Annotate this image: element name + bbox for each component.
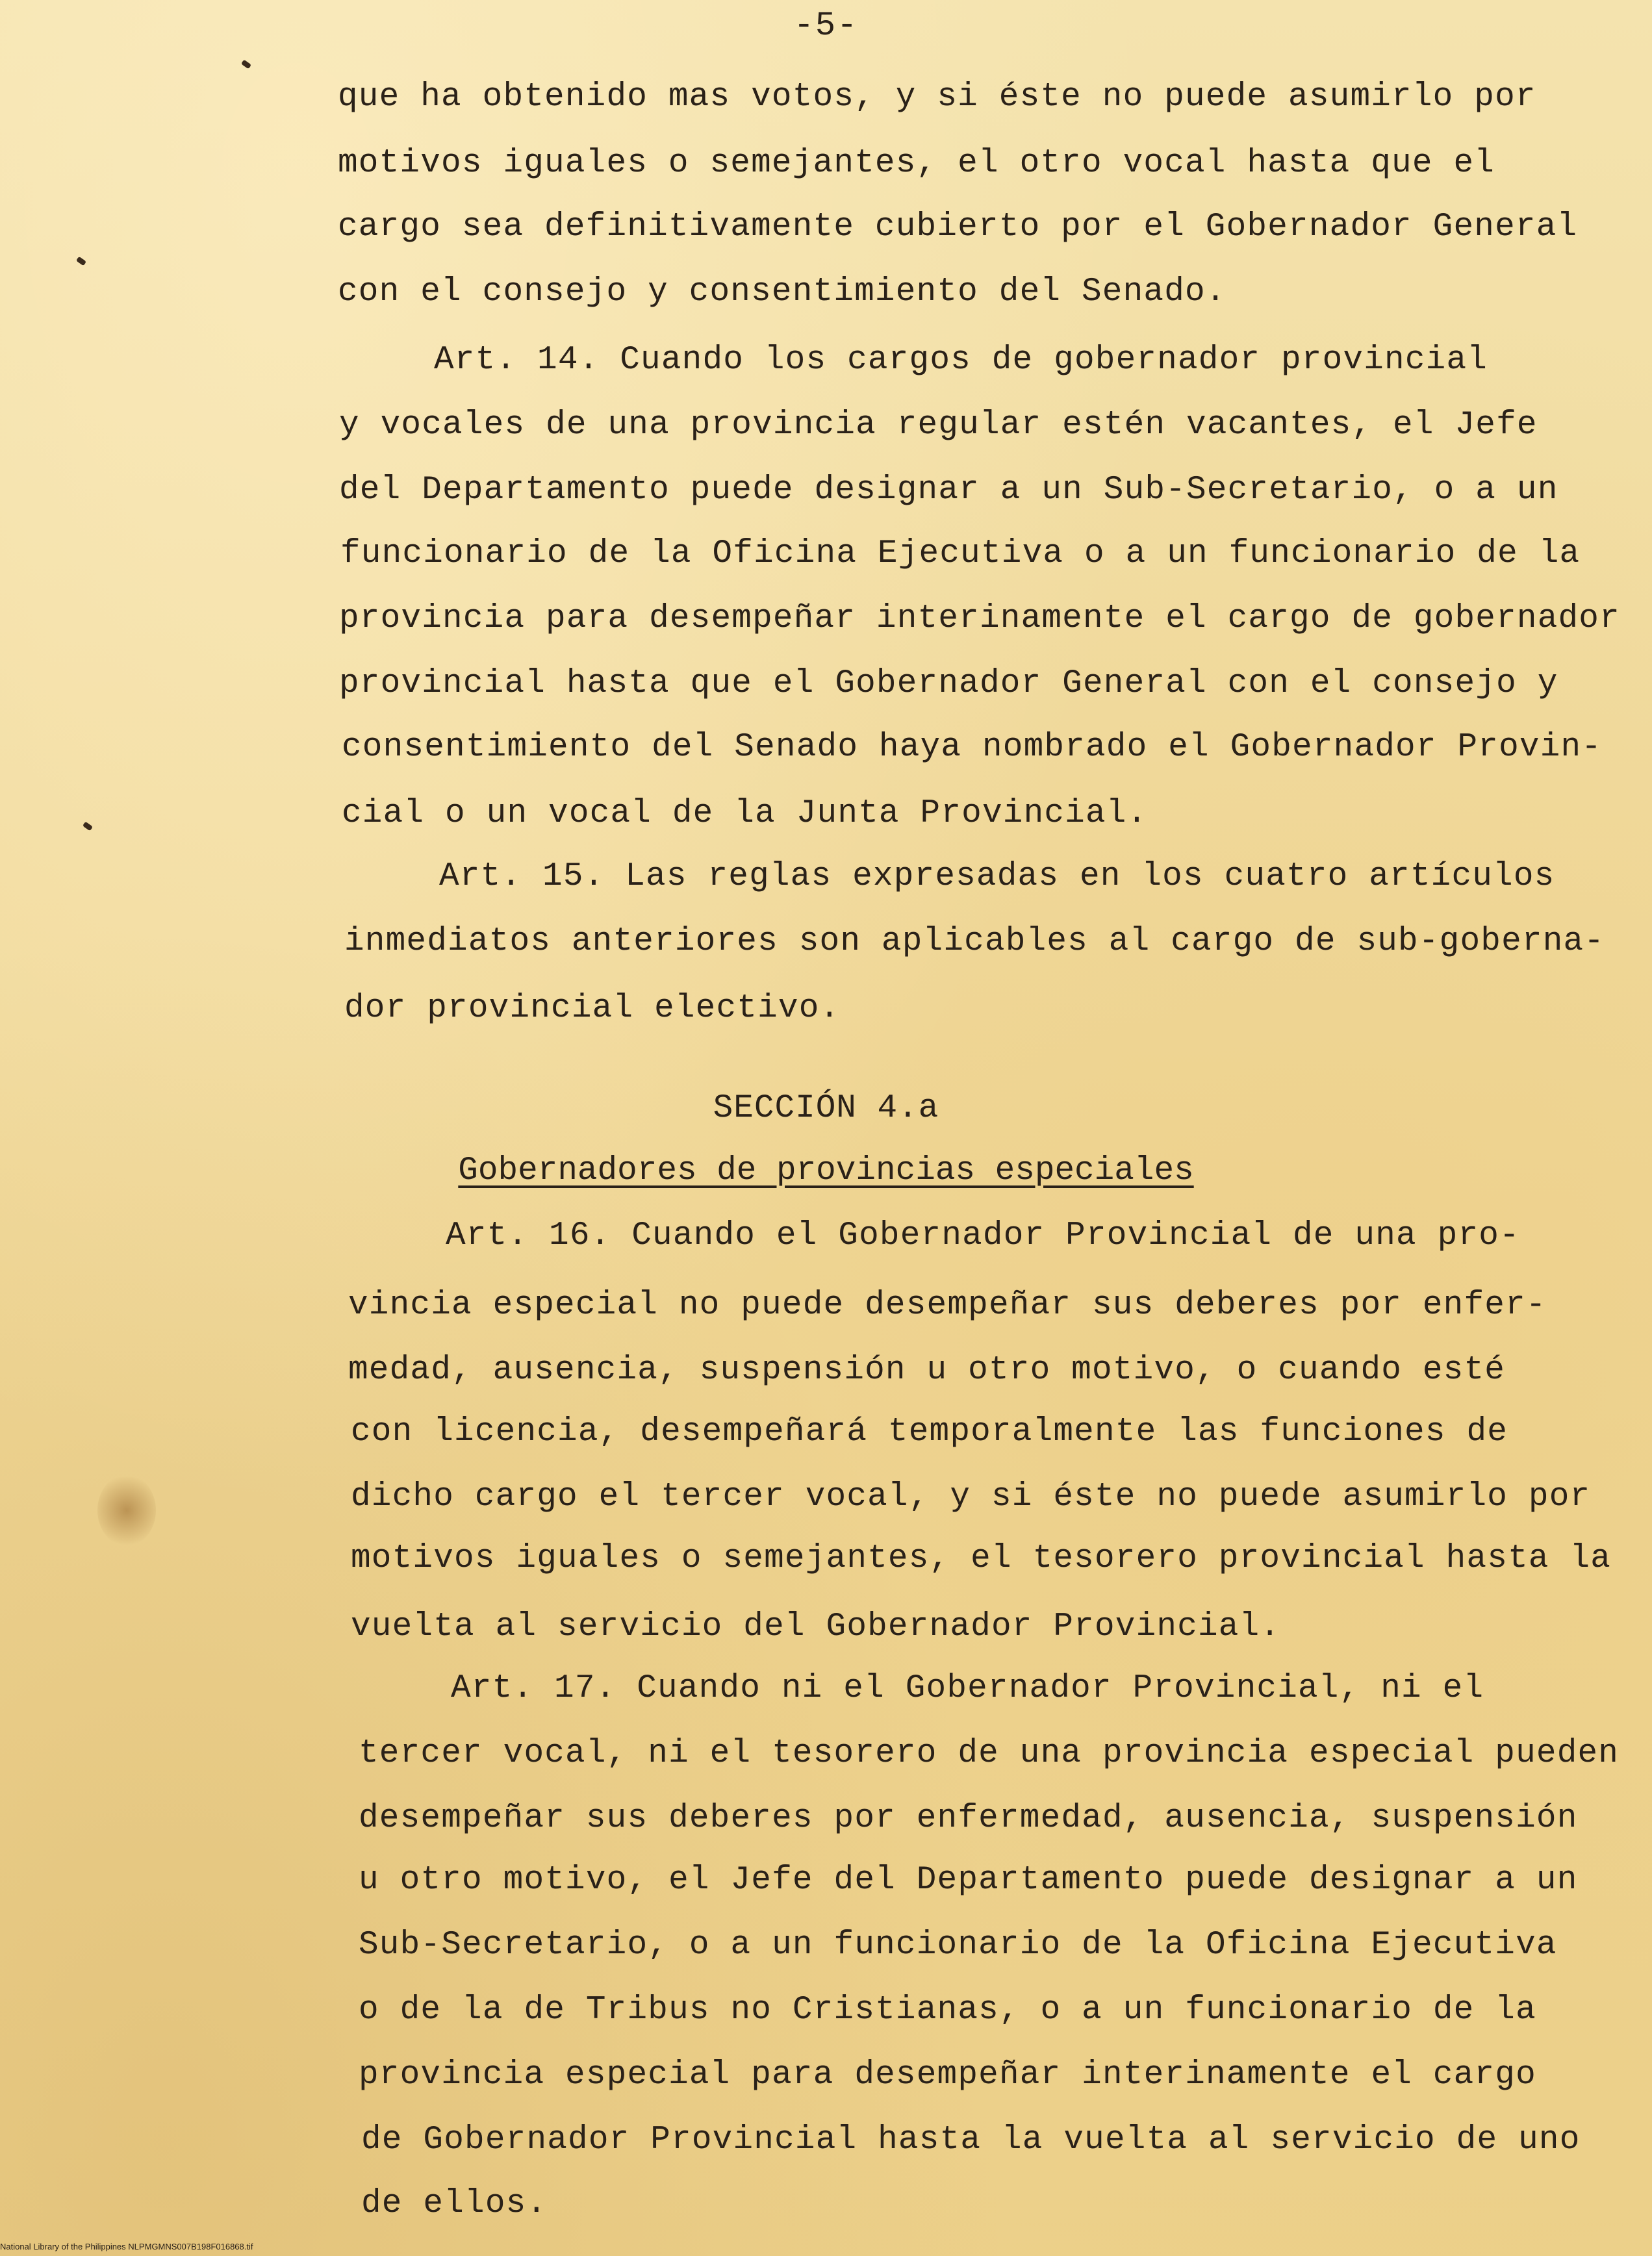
text-line: y vocales de una provincia regular estén vacantes, el Jefe	[339, 407, 1538, 444]
text-line: Art. 14. Cuando los cargos de gobernador provincial	[434, 342, 1488, 379]
text-line: vincia especial no puede desempeñar sus deberes por enfer-	[348, 1287, 1547, 1324]
text-line: tercer vocal, ni el tesorero de una provincia especial pueden	[359, 1735, 1620, 1772]
text-line: que ha obtenido mas votos, y si éste no puede asumirlo por	[338, 79, 1536, 116]
section-heading: SECCIÓN 4.a	[713, 1090, 939, 1127]
text-line: de Gobernador Provincial hasta la vuelta al servicio de uno	[361, 2122, 1581, 2159]
scan-footer: National Library of the Philippines NLPMGMNS007B198F016868.tif	[0, 2242, 253, 2251]
text-line: cargo sea definitivamente cubierto por el Gobernador General	[338, 209, 1578, 246]
section-subtitle	[0, 1148, 1652, 1194]
paper-stain	[97, 1475, 156, 1546]
text-line: con licencia, desempeñará temporalmente las funciones de	[351, 1413, 1508, 1451]
paper-speck	[83, 822, 93, 831]
text-line: Art. 15. Las reglas expresadas en los cuatro artículos	[439, 858, 1555, 895]
text-line: dor provincial electivo.	[344, 990, 841, 1027]
text-line: consentimiento del Senado haya nombrado el Gobernador Provin-	[342, 729, 1603, 766]
text-line: vuelta al servicio del Gobernador Provincial.	[351, 1608, 1281, 1645]
text-line: Sub-Secretario, o a un funcionario de la Oficina Ejecutiva	[359, 1927, 1557, 1964]
text-line: desempeñar sus deberes por enfermedad, ausencia, suspensión	[359, 1800, 1578, 1837]
paper-speck	[76, 257, 86, 266]
text-line: funcionario de la Oficina Ejecutiva o a un funcionario de la	[340, 535, 1581, 572]
section-subtitle-text: Gobernadores de provincias especiales	[458, 1152, 1194, 1189]
paper-speck	[241, 60, 251, 70]
text-line: provincia especial para desempeñar interinamente el cargo	[359, 2057, 1536, 2094]
text-line: motivos iguales o semejantes, el otro vocal hasta que el	[338, 145, 1495, 182]
text-line: o de la de Tribus no Cristianas, o a un funcionario de la	[359, 1992, 1536, 2029]
text-line: provincial hasta que el Gobernador General con el consejo y	[339, 665, 1558, 702]
text-line: provincia para desempeñar interinamente el cargo de gobernador	[339, 600, 1620, 637]
text-line: medad, ausencia, suspensión u otro motivo, o cuando esté	[348, 1352, 1506, 1389]
text-line: Art. 17. Cuando ni el Gobernador Provincial, ni el	[451, 1670, 1484, 1707]
text-line: con el consejo y consentimiento del Senado.	[338, 273, 1226, 311]
text-line: Art. 16. Cuando el Gobernador Provincial de una pro-	[446, 1217, 1520, 1254]
text-line: inmediatos anteriores son aplicables al cargo de sub-goberna-	[344, 923, 1605, 960]
text-line: dicho cargo el tercer vocal, y si éste no puede asumirlo por	[351, 1478, 1591, 1515]
text-line: motivos iguales o semejantes, el tesorero provincial hasta la	[351, 1540, 1612, 1577]
text-line: del Departamento puede designar a un Sub-Secretario, o a un	[339, 472, 1558, 509]
page-number: -5-	[793, 6, 859, 45]
text-line: u otro motivo, el Jefe del Departamento puede designar a un	[359, 1862, 1578, 1899]
text-line: cial o un vocal de la Junta Provincial.	[342, 795, 1148, 832]
text-line: de ellos.	[361, 2185, 548, 2222]
